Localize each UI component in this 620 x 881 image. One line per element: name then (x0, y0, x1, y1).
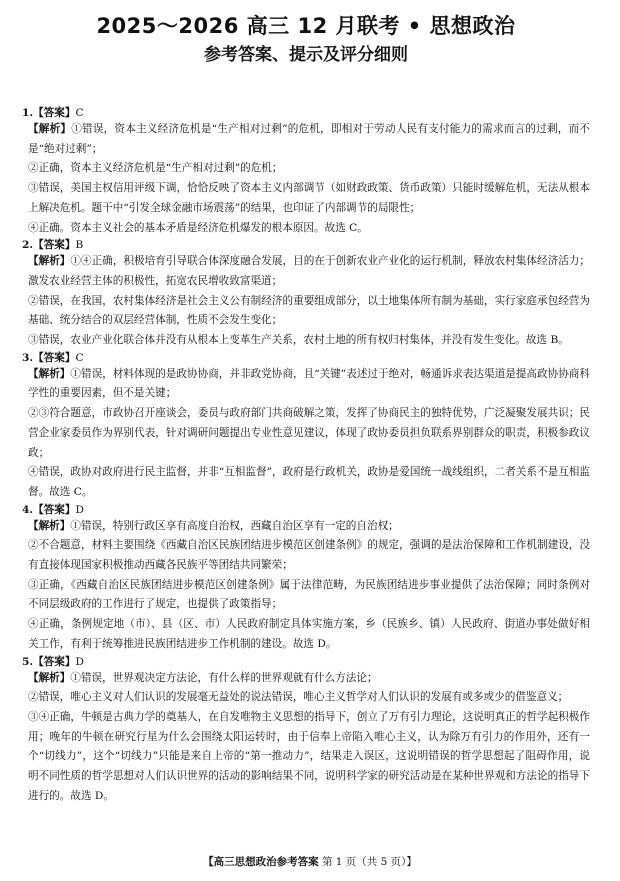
analysis-paragraph (22, 688, 590, 708)
question-number: 3. (22, 351, 34, 364)
analysis-tag: 【解析】 (28, 255, 71, 268)
answer-value: C (75, 107, 84, 119)
question-number: 1. (22, 107, 34, 119)
analysis-text: ③正确，《西藏自治区民族团结进步模范区创建条例》属于法律范畴，为民族团结进步事业提供了法治保障；同时条例对不同层级政府的工作进行了规定，也提供了政策指导； (28, 578, 590, 611)
analysis-text: ③错误，美国主权信用评级下调，恰恰反映了资本主义内部调节（如财政政策、货币政策）只能时缓解危机，无法从根本上解决危机。题干中“引发全球金融市场震荡”的结果，也印证了内部调节的局限性； (28, 182, 590, 214)
answer-tag: 【答案】 (33, 503, 76, 516)
question-number: 2. (22, 239, 34, 252)
analysis-text: ①错误，材料体现的是政协协商，并非政党协商，且“关键”表述过于绝对，畅通诉求表达渠道是提高政协协商科学性的重要因素，但不是关键； (28, 367, 591, 400)
analysis-tag: 【解析】 (28, 671, 71, 684)
footer-doc-label: 【高三思想政治参考答案 (203, 856, 319, 868)
analysis-text: ①错误，资本主义经济危机是“生产相对过剩”的危机，即相对于劳动人民有支付能力的需求而言的过剩，而不是“绝对过剩”； (28, 123, 591, 155)
answer-line (22, 106, 590, 120)
analysis-text: ③错误，农业产业化联合体并没有从根本上变革生产关系，农村土地的所有权归村集体，并没有发生变化。故选 B。 (28, 334, 569, 347)
footer-page-info: 第 1 页（共 5 页）】 (321, 856, 417, 868)
analysis-tag: 【解析】 (28, 367, 71, 380)
analysis-text: ④错误，政协对政府进行民主监督，并非“互相监督”，政府是行政机关，政协是爱国统一战线组织，二者关系不是互相监督。故选 C。 (28, 466, 590, 498)
analysis-paragraph (22, 120, 590, 159)
answer-tag: 【答案】 (33, 107, 76, 119)
page-title: 2025～2026 高三 12 月联考 • 思想政治 (96, 14, 516, 38)
analysis-paragraph (22, 252, 590, 291)
analysis-text: ④正确，条例规定地（市）、县（区、市）人民政府制定具体实施方案，乡（民族乡、镇）人民政府、街道办事处做好相关工作，有利于统筹推进民族团结进步工作机制的建设。故选 D。 (28, 618, 590, 650)
analysis-text: ②错误，唯心主义对人们认识的发展毫无益处的说法错误，唯心主义哲学对人们认识的发展有或多或少的借鉴意义； (28, 691, 569, 704)
answer-value: C (75, 351, 84, 364)
analysis-text: ①错误，世界观决定方法论，有什么样的世界观就有什么方法论； (70, 671, 378, 684)
answer-item (22, 351, 590, 503)
answer-item (22, 503, 590, 655)
answer-line (22, 503, 590, 517)
analysis-paragraph (22, 404, 590, 463)
analysis-text: ②③符合题意，市政协召开座谈会，委员与政府部门共商破解之策，发挥了协商民主的独特优势，广泛凝聚发展共识；民营企业家委员作为界别代表，针对调研问题提出专业性意见建议，体现了政协委员担负联系界别群众的职责，积极参政议政； (28, 407, 590, 459)
answer-tag: 【答案】 (33, 655, 76, 668)
analysis-paragraph (22, 463, 590, 502)
answer-tag: 【答案】 (33, 351, 76, 364)
analysis-text: ①④正确，积极培育引导联合体深度融合发展，目的在于创新农业产业化的运行机制，释放农村集体经济活力；激发农业经营主体的积极性，拓宽农民增收致富渠道； (28, 255, 591, 287)
analysis-text: ③④正确，牛顿是古典力学的奠基人，在自发唯物主义思想的指导下，创立了万有引力理论，这说明真正的哲学起积极作用；晚年的牛顿在研究行星为什么会围绕太阳运转时，由于信奉上帝陷入唯心主义，认为除万有引力的作用外，还有一个“切线力”，这个“切线力”只能是来自上帝的“第一推动力”，结果走入误区，这说明错误的哲学思想起了阻碍作用，说明不同性质的哲学思想对人们认识世界的活动的影响结果不同，说明科学家的研究活动是在某种世界观和方法论的指导下进行的。故选 D。 (28, 710, 590, 802)
analysis-paragraph (22, 159, 590, 179)
analysis-text: ②正确，资本主义经济危机是“生产相对过剩”的危机； (28, 162, 283, 175)
answer-line (22, 351, 590, 365)
analysis-paragraph (22, 219, 590, 239)
analysis-text: ②错误，在我国，农村集体经济是社会主义公有制经济的重要组成部分，以土地集体所有制为基础，实行家庭承包经营为基础、统分结合的双层经营体制，性质不会发生变化； (28, 294, 590, 327)
analysis-paragraph (22, 576, 590, 615)
page-footer (0, 855, 620, 869)
answer-value: D (75, 503, 84, 516)
analysis-paragraph (22, 179, 590, 218)
analysis-paragraph (22, 331, 590, 351)
analysis-paragraph (22, 708, 590, 807)
answer-item (22, 655, 590, 807)
analysis-tag: 【解析】 (28, 519, 71, 532)
analysis-text: ②不合题意，材料主要围绕《西藏自治区民族团结进步模范区创建条例》的规定，强调的是法治保障和工作机制建设，没有直接体现国家积极推动西藏各民族平等团结共同繁荣； (28, 539, 590, 572)
analysis-paragraph (22, 536, 590, 575)
answer-value: B (75, 239, 84, 252)
page-subtitle: 参考答案、提示及评分细则 (204, 45, 408, 65)
analysis-paragraph (22, 365, 590, 404)
answer-line (22, 238, 590, 252)
question-number: 4. (22, 503, 34, 516)
answer-item (22, 238, 590, 351)
analysis-text: ①错误，特别行政区享有高度自治权，西藏自治区享有一定的自治权； (70, 519, 399, 532)
analysis-paragraph (22, 615, 590, 654)
analysis-tag: 【解析】 (28, 123, 72, 135)
answer-line (22, 655, 590, 669)
analysis-text: ④正确。资本主义社会的基本矛盾是经济危机爆发的根本原因。故选 C。 (28, 221, 368, 234)
answer-tag: 【答案】 (33, 239, 76, 252)
analysis-paragraph (22, 669, 590, 689)
answer-item (22, 106, 590, 238)
analysis-paragraph (22, 517, 590, 537)
answer-value: D (75, 655, 84, 668)
answer-list (22, 106, 590, 807)
analysis-paragraph (22, 292, 590, 331)
question-number: 5. (22, 655, 34, 668)
